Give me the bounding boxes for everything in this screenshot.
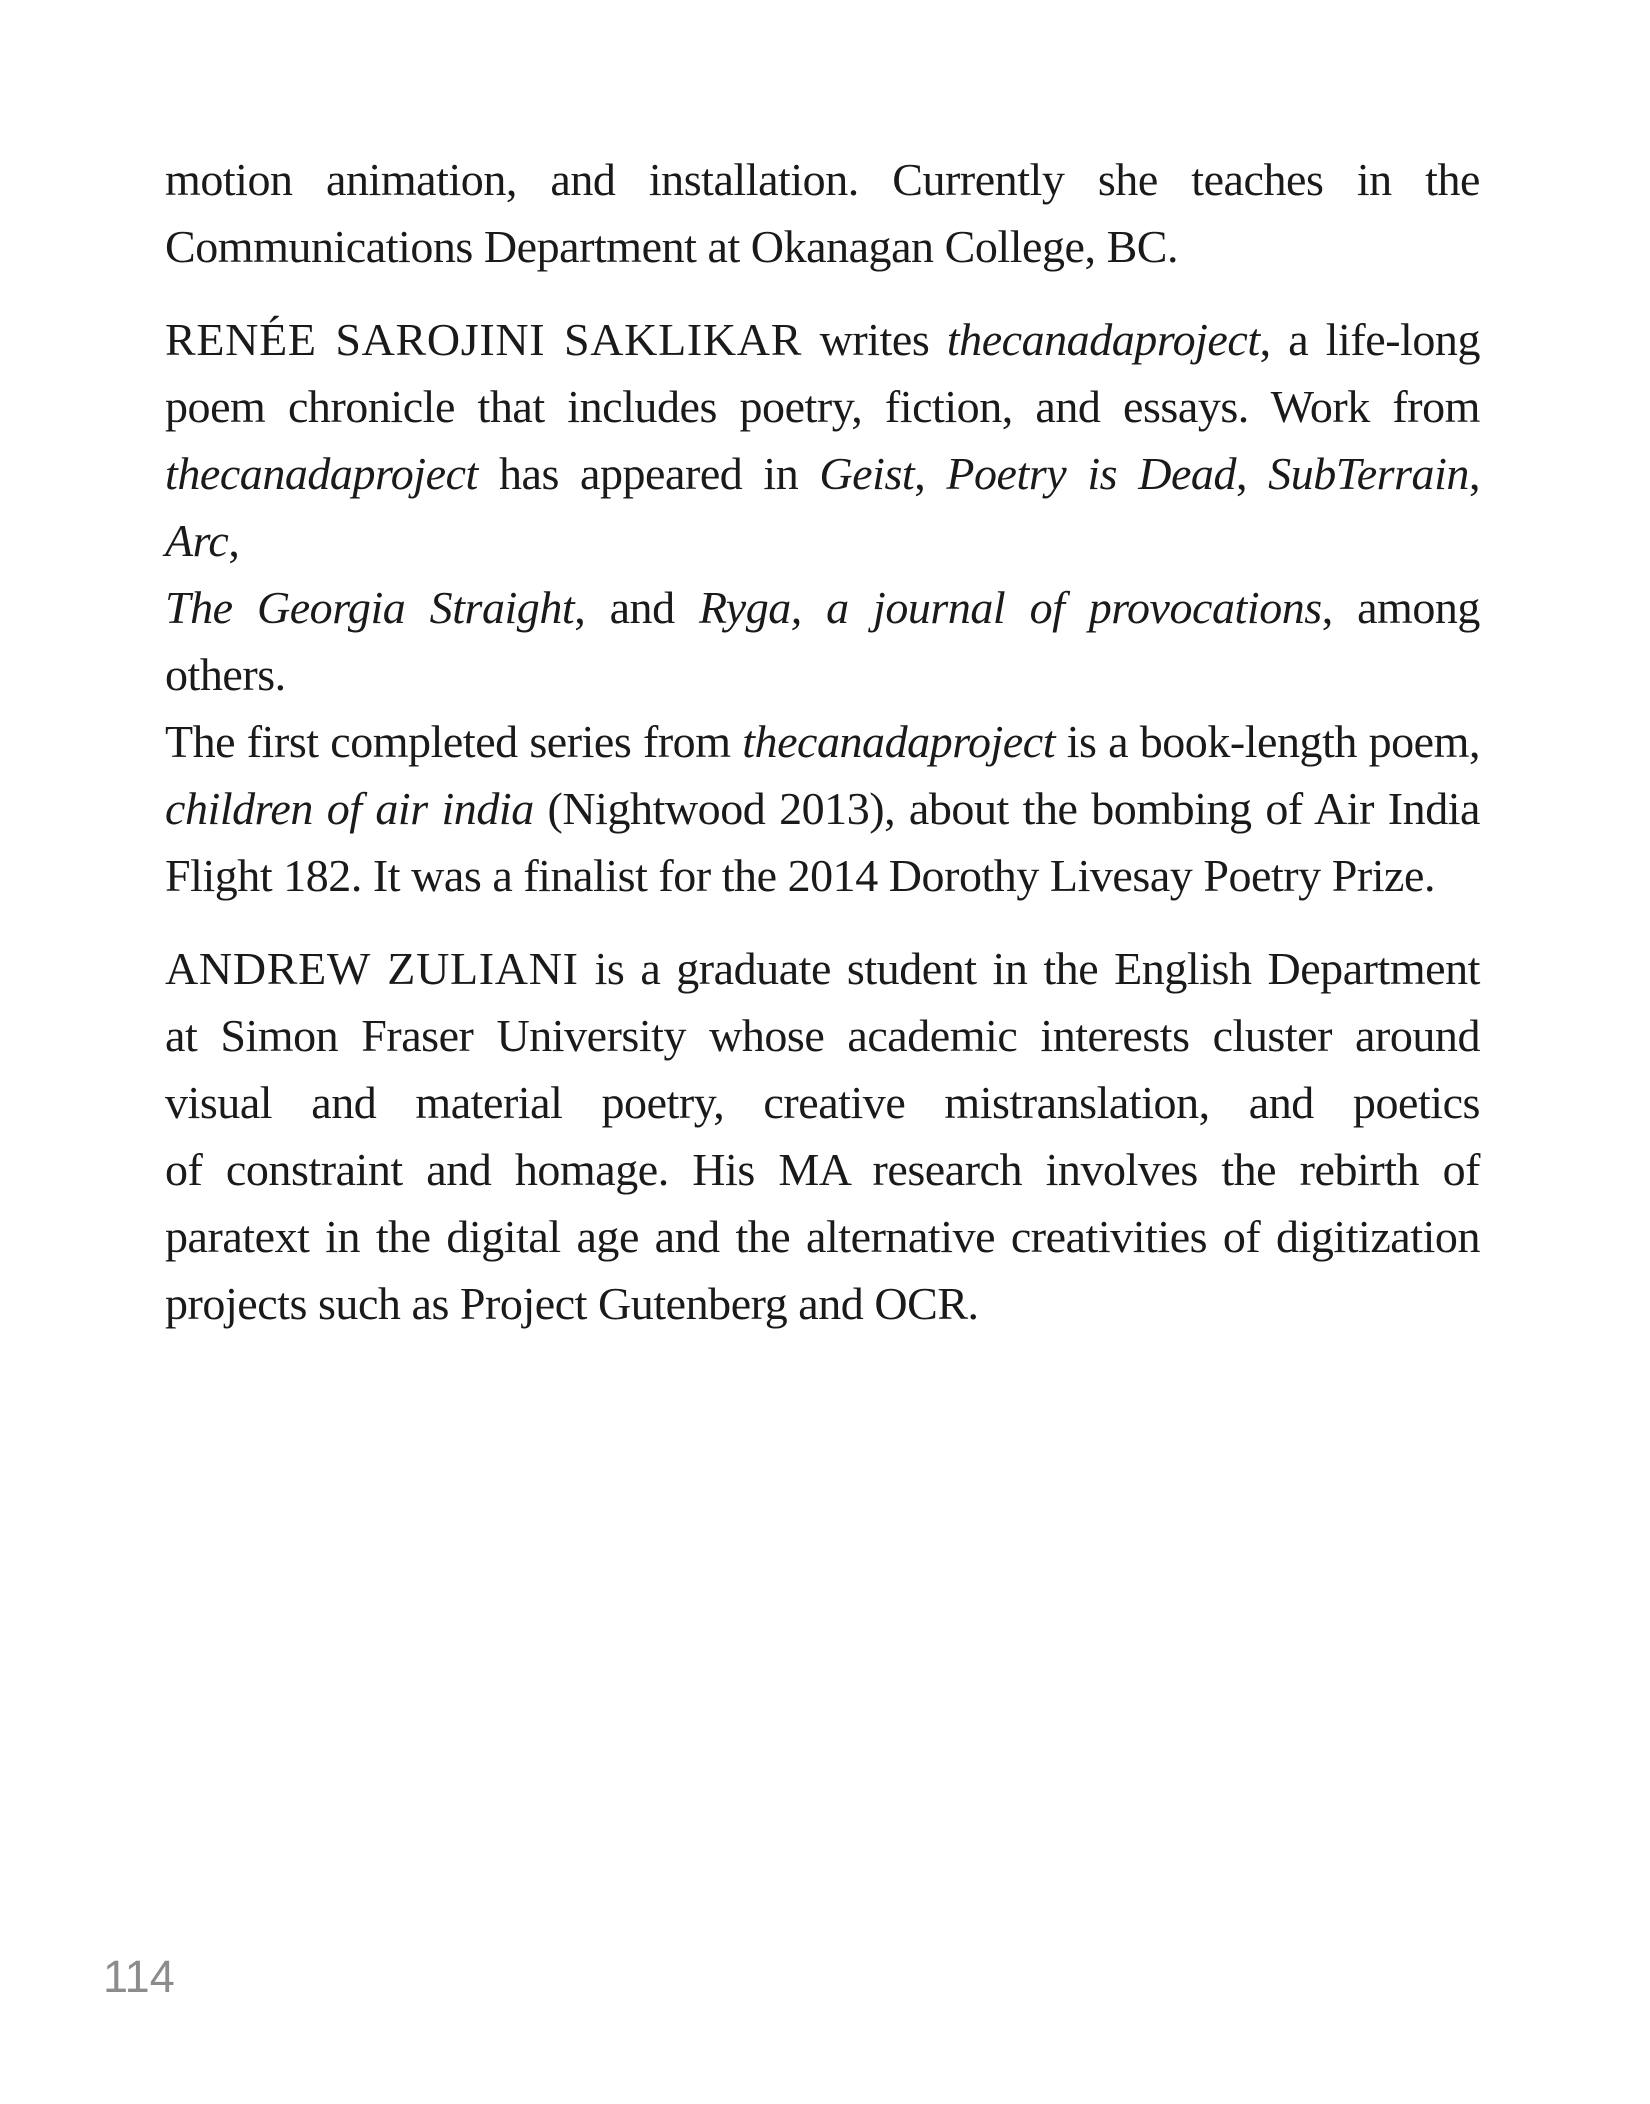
work-title: thecanadaproject xyxy=(946,314,1260,365)
text-line xyxy=(165,842,1480,909)
text-line xyxy=(165,306,1480,373)
text-segment: projects such as Project Gutenberg and OCR. xyxy=(165,1278,979,1329)
text-segment: paratext in the digital age and the alternative creativities of digitization xyxy=(165,1211,1480,1262)
text-segment: Flight 182. It was a finalist for the 2014 Dorothy Livesay Poetry Prize. xyxy=(165,850,1435,901)
text-segment: writes xyxy=(802,314,947,365)
text-segment: , among others. xyxy=(165,582,1480,700)
text-line xyxy=(165,146,1480,213)
text-line xyxy=(165,1069,1480,1136)
text-line xyxy=(165,213,1480,280)
work-title: Ryga, a journal of provocations xyxy=(698,582,1322,633)
contributor-bios xyxy=(165,146,1480,1337)
work-title: children of air india xyxy=(165,783,534,834)
text-segment: , xyxy=(1468,448,1480,499)
text-segment: of constraint and homage. His MA research involves the rebirth of xyxy=(165,1144,1480,1195)
text-segment: motion animation, and installation. Currently she teaches in the xyxy=(165,154,1480,205)
text-segment: Communications Department at Okanagan College, BC. xyxy=(165,221,1179,272)
text-line xyxy=(165,574,1480,708)
text-line xyxy=(165,775,1480,842)
text-segment: is a graduate student in the English Department xyxy=(578,943,1480,994)
text-segment: at Simon Fraser University whose academic interests cluster around xyxy=(165,1010,1480,1061)
text-line xyxy=(165,440,1480,574)
text-segment: , xyxy=(228,515,240,566)
work-title: SubTerrain xyxy=(1268,448,1469,499)
paragraph xyxy=(165,306,1480,909)
work-title: thecanadaproject xyxy=(742,716,1056,767)
work-title: Poetry is Dead xyxy=(946,448,1237,499)
text-segment: , xyxy=(1236,448,1269,499)
text-line xyxy=(165,1002,1480,1069)
contributor-name: RENÉE SAROJINI SAKLIKAR xyxy=(165,314,803,365)
work-title: The Georgia Straight xyxy=(165,582,575,633)
text-line xyxy=(165,1203,1480,1270)
text-segment: (Nightwood 2013), about the bombing of Air India xyxy=(533,783,1481,834)
text-line xyxy=(165,935,1480,1002)
contributor-name: ANDREW ZULIANI xyxy=(165,943,579,994)
text-segment: is a book-length poem, xyxy=(1055,716,1481,767)
text-segment: visual and material poetry, creative mistranslation, and poetics xyxy=(165,1077,1480,1128)
text-segment: has appeared in xyxy=(477,448,820,499)
text-segment: , and xyxy=(574,582,699,633)
work-title: Geist xyxy=(819,448,915,499)
work-title: thecanadaproject xyxy=(165,448,478,499)
paragraph xyxy=(165,935,1480,1337)
text-segment: The first completed series from xyxy=(165,716,743,767)
text-line xyxy=(165,1270,1480,1337)
text-segment: , xyxy=(914,448,947,499)
text-line xyxy=(165,1136,1480,1203)
paragraph xyxy=(165,146,1480,280)
work-title: Arc xyxy=(165,515,229,566)
page-number: 114 xyxy=(103,1951,175,2002)
text-line xyxy=(165,373,1480,440)
text-segment: poem chronicle that includes poetry, fiction, and essays. Work from xyxy=(165,381,1480,432)
text-segment: , a life-long xyxy=(1259,314,1480,365)
text-line xyxy=(165,708,1480,775)
